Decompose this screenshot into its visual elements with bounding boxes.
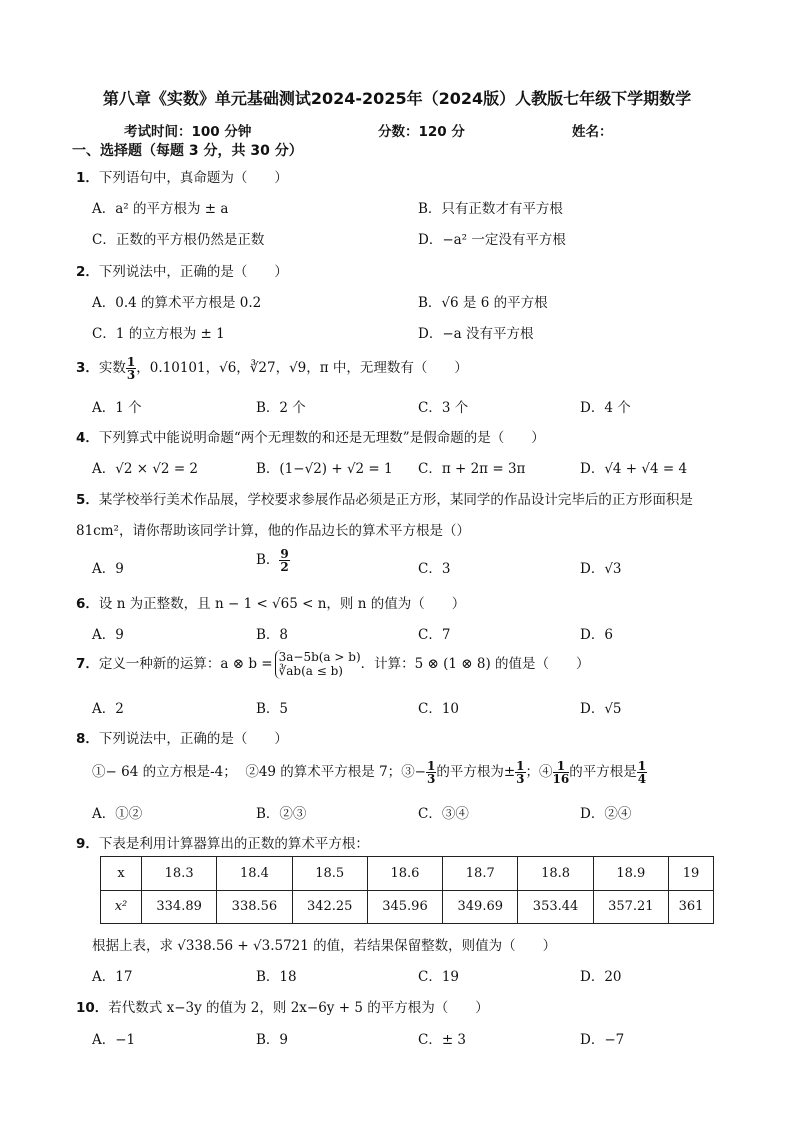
question-stem: 下列说法中，正确的是（ ）: [98, 731, 288, 747]
q8-statements: [92, 760, 647, 785]
question-3: [76, 356, 468, 381]
question-stem-pre: 实数: [98, 360, 126, 376]
question-number: 1．: [76, 170, 99, 186]
q10-option-d: D．−7: [580, 1032, 625, 1048]
question-number: 8．: [76, 731, 99, 747]
student-name-label: 姓名：: [572, 124, 613, 140]
question-stem: 下表是利用计算器算出的正数的算术平方根：: [98, 836, 369, 852]
table-row: [101, 857, 714, 891]
q6-option-d: D．6: [580, 627, 613, 643]
question-8: [76, 727, 288, 747]
table-row-header: x: [101, 857, 142, 891]
question-5-continued: 81cm²，请你帮助该同学计算，他的作品边长的算术平方根是（）: [76, 523, 470, 539]
fraction: [426, 760, 436, 785]
table-cell: 342.25: [292, 890, 367, 924]
q10-option-b: B．9: [256, 1032, 289, 1048]
q3-option-c: C．3 个: [418, 400, 469, 416]
fraction-denominator: 3: [427, 772, 436, 786]
q7-option-a: A．2: [92, 701, 124, 717]
question-number: 6．: [76, 596, 99, 612]
table-cell: 18.6: [367, 857, 442, 891]
sqrt-table: [100, 856, 714, 924]
q5-option-b: [256, 548, 290, 573]
fraction-numerator: 9: [280, 547, 289, 561]
table-cell: 18.7: [443, 857, 518, 891]
q7-option-d: D．√5: [580, 701, 622, 717]
q1-option-c: C．正数的平方根仍然是正数: [92, 232, 265, 248]
table-cell: 19: [669, 857, 714, 891]
statement-1: ①− 64 的立方根是-4；: [92, 764, 237, 780]
table-cell: 349.69: [443, 890, 518, 924]
q5-option-a: A．9: [92, 561, 124, 577]
q7-option-c: C．10: [418, 701, 460, 717]
table-cell: 18.9: [593, 857, 668, 891]
q9-option-d: D．20: [580, 969, 622, 985]
fraction: [126, 356, 136, 381]
table-cell: 361: [669, 890, 714, 924]
table-cell: 18.5: [292, 857, 367, 891]
q2-option-c: C．1 的立方根为 ± 1: [92, 326, 225, 342]
q4-option-b: B．(1−√2) + √2 = 1: [256, 461, 393, 477]
table-cell: 18.8: [518, 857, 593, 891]
q6-option-c: C．7: [418, 627, 451, 643]
question-number: 9．: [76, 836, 99, 852]
table-cell: 353.44: [518, 890, 593, 924]
table-cell: 18.3: [142, 857, 217, 891]
statement-3-mid: 的平方根为±: [436, 764, 516, 780]
q5-option-c: C．3: [418, 561, 451, 577]
q3-option-d: D．4 个: [580, 400, 631, 416]
table-cell: 18.4: [217, 857, 292, 891]
q6-option-a: A．9: [92, 627, 124, 643]
fraction: [515, 760, 525, 785]
question-6: [76, 592, 465, 612]
question-stem-post: ．计算：5 ⊗ (1 ⊗ 8) 的值是（ ）: [360, 655, 590, 672]
exam-time: 考试时间：100 分钟: [124, 124, 252, 140]
fraction-denominator: 2: [280, 560, 289, 574]
question-9-followup: 根据上表，求 √338.56 + √3.5721 的值，若结果保留整数，则值为（ ）: [92, 938, 557, 954]
fraction-numerator: 1: [553, 760, 570, 773]
table-row-header: x²: [101, 890, 142, 924]
statement-2: ②49 的算术平方根是 7；: [245, 764, 402, 780]
question-4: [76, 426, 545, 446]
question-number: 7．: [76, 655, 99, 672]
table-cell: 345.96: [367, 890, 442, 924]
table-cell: 338.56: [217, 890, 292, 924]
piecewise-definition: [275, 650, 361, 679]
statement-3-pre: ③−: [401, 764, 426, 780]
option-label: B．: [256, 552, 280, 568]
section-heading: 一、选择题（每题 3 分，共 30 分）: [72, 143, 303, 159]
question-10: [76, 996, 489, 1016]
exam-title: 第八章《实数》单元基础测试2024-2025年（2024版）人教版七年级下学期数学: [102, 89, 692, 108]
fraction: [637, 760, 647, 785]
question-stem: 下列算式中能说明命题“两个无理数的和还是无理数”是假命题的是（ ）: [98, 430, 545, 446]
question-number: 5．: [76, 492, 99, 508]
table-cell: 357.21: [593, 890, 668, 924]
q3-option-b: B．2 个: [256, 400, 306, 416]
fraction-numerator: 1: [126, 355, 136, 369]
question-stem: 设 n 为正整数，且 n − 1 < √65 < n，则 n 的值为（ ）: [98, 596, 466, 612]
q8-option-b: B．②③: [256, 806, 307, 822]
question-stem: 某学校举行美术作品展，学校要求参展作品必须是正方形，某同学的作品设计完毕后的正方形面积是: [98, 492, 693, 508]
fraction-denominator: 16: [552, 772, 570, 786]
q10-option-a: A．−1: [92, 1032, 136, 1048]
q9-option-c: C．19: [418, 969, 460, 985]
exam-score: 分数：120 分: [378, 124, 465, 140]
question-number: 10．: [76, 1000, 109, 1016]
q2-option-b: B．√6 是 6 的平方根: [418, 295, 548, 311]
piecewise-case-2: ∛ab(a ≤ b): [278, 664, 343, 679]
q9-option-a: A．17: [92, 969, 133, 985]
q4-option-a: A．√2 × √2 = 2: [92, 461, 199, 477]
piecewise-case-1: 3a−5b(a > b): [278, 650, 361, 664]
q8-option-a: A．①②: [92, 806, 143, 822]
question-stem: 下列语句中，真命题为（ ）: [98, 170, 288, 186]
q8-option-d: D．②④: [580, 806, 632, 822]
q8-option-c: C．③④: [418, 806, 469, 822]
q2-option-a: A．0.4 的算术平方根是 0.2: [92, 295, 262, 311]
q1-option-d: D．−a² 一定没有平方根: [418, 232, 566, 248]
fraction: [279, 548, 289, 573]
q10-option-c: C．± 3: [418, 1032, 467, 1048]
fraction-denominator: 3: [126, 368, 136, 382]
q4-option-c: C．π + 2π = 3π: [418, 461, 526, 477]
q2-option-d: D．−a 没有平方根: [418, 326, 534, 342]
question-number: 2．: [76, 264, 99, 280]
fraction-numerator: 1: [637, 759, 647, 773]
statement-4-mid: 的平方根是: [569, 764, 637, 780]
question-9: [76, 832, 369, 852]
question-stem: 若代数式 x−3y 的值为 2，则 2x−6y + 5 的平方根为（ ）: [108, 1000, 489, 1016]
fraction-numerator: 1: [516, 759, 525, 773]
question-1: [76, 166, 288, 186]
question-stem-post: ，0.10101，√6，∛27，√9，π 中，无理数有（ ）: [136, 360, 468, 376]
q7-option-b: B．5: [256, 701, 289, 717]
table-cell: 334.89: [142, 890, 217, 924]
q6-option-b: B．8: [256, 627, 289, 643]
question-number: 4．: [76, 430, 99, 446]
q4-option-d: D．√4 + √4 = 4: [580, 461, 688, 477]
q1-option-b: B．只有正数才有平方根: [418, 201, 563, 217]
q1-option-a: A．a² 的平方根为 ± a: [92, 201, 229, 217]
q5-option-d: D．√3: [580, 561, 622, 577]
question-stem-pre: 定义一种新的运算：a ⊗ b =: [98, 655, 273, 672]
question-2: [76, 260, 288, 280]
question-stem: 下列说法中，正确的是（ ）: [98, 264, 288, 280]
q9-option-b: B．18: [256, 969, 297, 985]
question-number: 3．: [76, 360, 99, 376]
question-5: [76, 488, 693, 508]
q3-option-a: A．1 个: [92, 400, 142, 416]
statement-4-pre: ；④: [525, 764, 553, 780]
table-row: [101, 890, 714, 924]
question-7: [76, 650, 590, 679]
fraction-numerator: 1: [427, 759, 436, 773]
fraction-denominator: 4: [637, 772, 647, 786]
fraction-denominator: 3: [516, 772, 525, 786]
fraction: [553, 760, 570, 785]
